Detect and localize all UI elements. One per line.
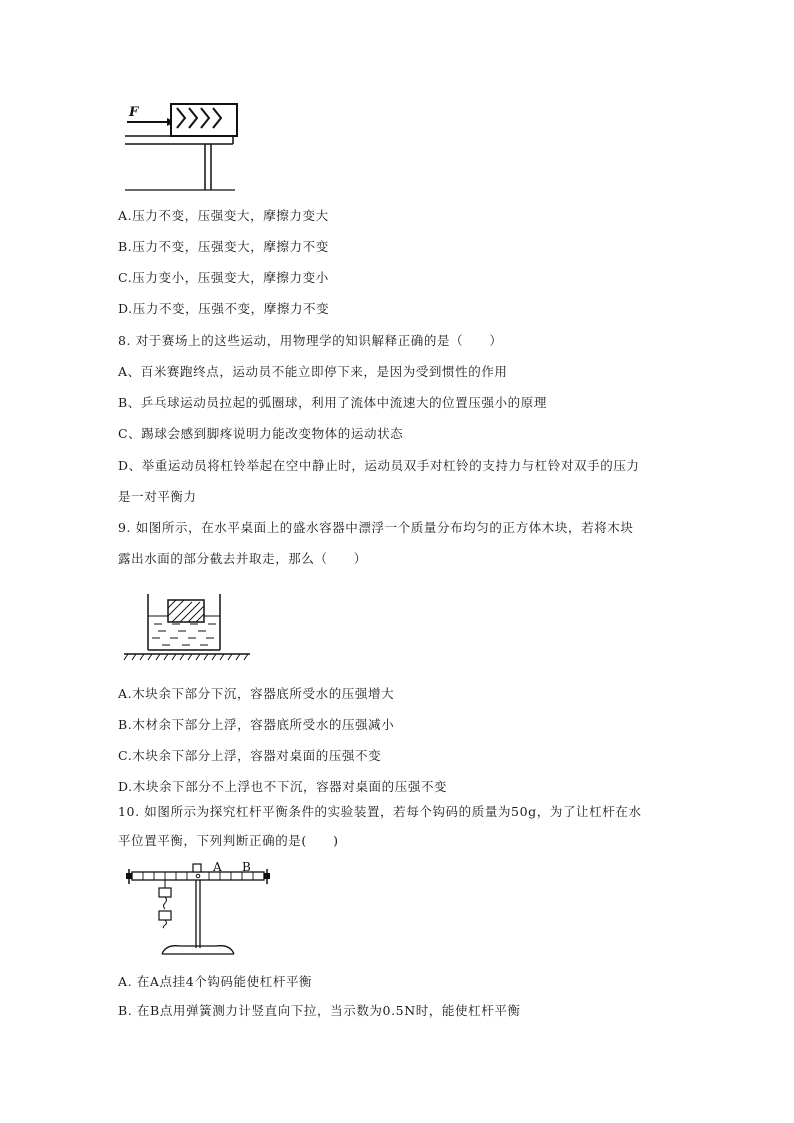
q7-option-b: B.压力不变，压强变大，摩擦力不变 <box>118 239 329 254</box>
q9-stem-line2: 露出水面的部分截去并取走，那么（ ） <box>118 551 367 566</box>
floating-block-figure <box>122 590 252 662</box>
q8-stem: 8. 对于赛场上的这些运动，用物理学的知识解释正确的是（ ） <box>118 333 503 348</box>
q9-stem-line1: 9. 如图所示，在水平桌面上的盛水容器中漂浮一个质量分布均匀的正方体木块，若将木块 <box>118 520 634 535</box>
q10-option-a: A. 在A点挂4个钩码能使杠杆平衡 <box>118 974 313 989</box>
q8-option-a: A、百米赛跑终点，运动员不能立即停下来，是因为受到惯性的作用 <box>118 364 508 379</box>
q9-option-b: B.木材余下部分上浮，容器底所受水的压强减小 <box>118 717 395 732</box>
q8-option-b: B、乒乓球运动员拉起的弧圈球，利用了流体中流速大的位置压强小的原理 <box>118 395 547 410</box>
q9-option-a: A.木块余下部分下沉，容器底所受水的压强增大 <box>118 686 395 701</box>
q8-option-c: C、踢球会感到脚疼说明力能改变物体的运动状态 <box>118 426 404 441</box>
q10-option-b: B. 在B点用弹簧测力计竖直向下拉，当示数为0.5N时，能使杠杆平衡 <box>118 1003 521 1018</box>
q9-option-c: C.木块余下部分上浮，容器对桌面的压强不变 <box>118 748 382 763</box>
q10-stem-line1: 10. 如图所示为探究杠杆平衡条件的实验装置，若每个钩码的质量为50g，为了让杠杆在水 <box>118 804 642 819</box>
q10-stem-line2: 平位置平衡，下列判断正确的是( ) <box>118 833 339 848</box>
block-on-table-figure <box>125 98 245 194</box>
q8-option-d-cont: 是一对平衡力 <box>118 489 197 504</box>
force-label: F <box>129 105 139 120</box>
point-b-label: B <box>242 860 251 874</box>
q9-option-d: D.木块余下部分不上浮也不下沉，容器对桌面的压强不变 <box>118 779 448 794</box>
q8-option-d: D、举重运动员将杠铃举起在空中静止时，运动员双手对杠铃的支持力与杠铃对双手的压力 <box>118 458 640 473</box>
q7-option-a: A.压力不变，压强变大，摩擦力变大 <box>118 208 329 223</box>
point-a-label: A <box>213 860 222 874</box>
q7-option-c: C.压力变小，压强变大，摩擦力变小 <box>118 270 329 285</box>
q7-option-d: D.压力不变，压强不变，摩擦力不变 <box>118 301 330 316</box>
lever-balance-figure <box>122 858 272 962</box>
